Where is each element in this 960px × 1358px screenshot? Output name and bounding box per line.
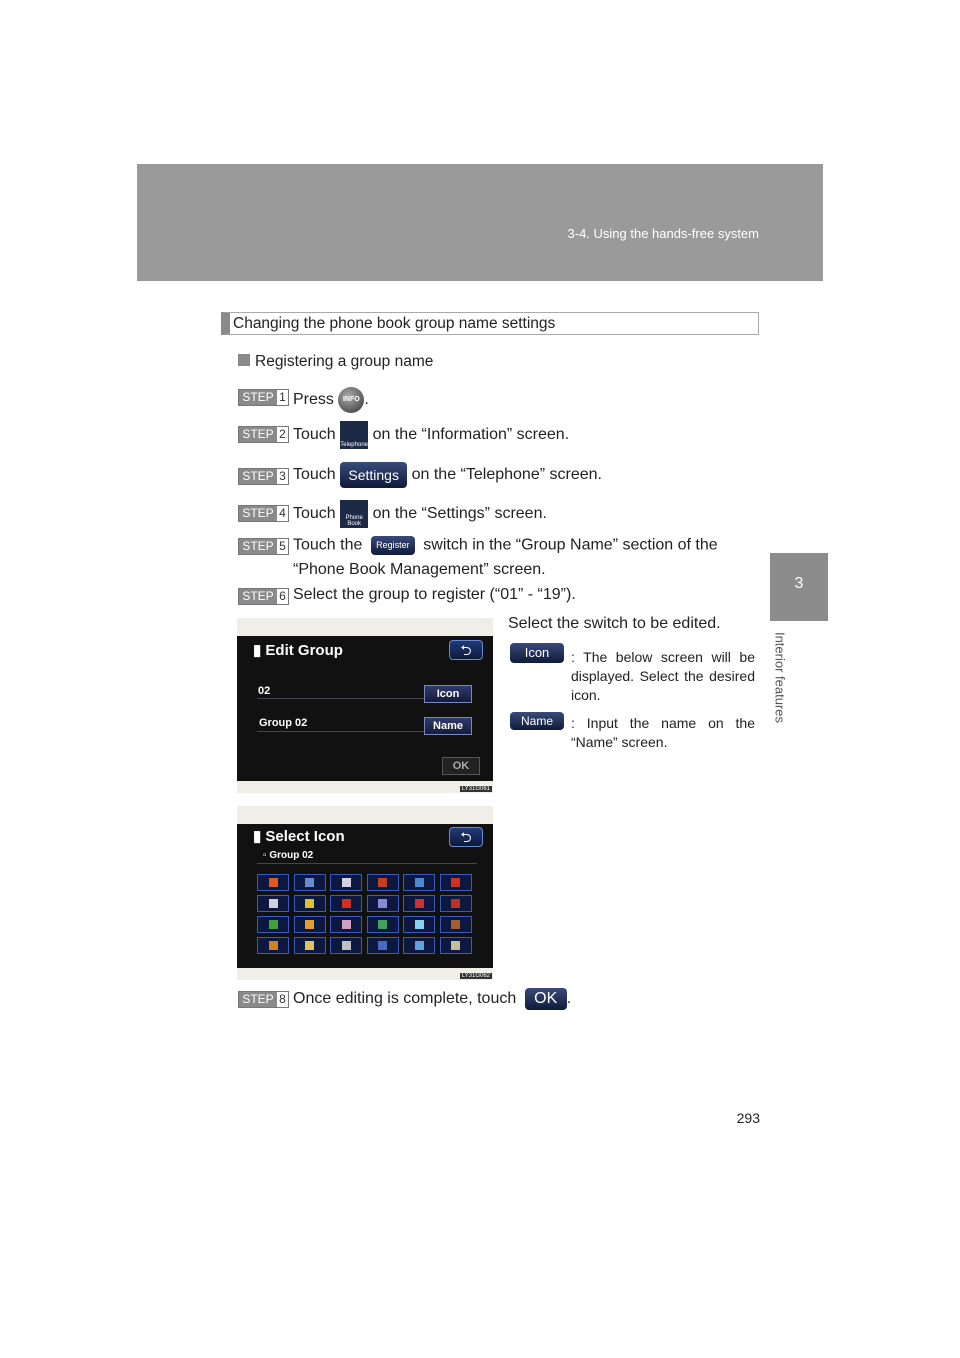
step-5-text-line2: “Phone Book Management” screen. (293, 561, 546, 578)
group-icon-option (440, 937, 472, 954)
chapter-number: 3 (794, 575, 804, 592)
info-button-icon: INFO (338, 387, 364, 413)
chapter-label: Interior features (772, 631, 788, 724)
select-icon-title: ▮ Select Icon (253, 828, 345, 845)
group-icon-option (257, 937, 289, 954)
group-icon-glyph (451, 920, 460, 929)
group-icon-glyph (378, 941, 387, 950)
group-icon-glyph (451, 941, 460, 950)
telephone-icon: Telephone (340, 421, 368, 449)
group-label: ▫ Group 02 (263, 850, 314, 861)
group-icon-option (257, 874, 289, 891)
group-icon-option (294, 874, 326, 891)
group-icon-option (403, 874, 435, 891)
step-4-text: Touch Phone Book on the “Settings” screen. (293, 500, 547, 528)
select-icon-screenshot (237, 806, 493, 980)
icon-button-icon: Icon (510, 643, 564, 663)
group-icon-glyph (378, 899, 387, 908)
name-button: Name (424, 717, 472, 735)
group-icon-option (330, 874, 362, 891)
step-4-badge: STEP 4 (238, 505, 289, 522)
step-2-text: Touch Telephone on the “Information” screen. (293, 421, 569, 449)
group-icon-glyph (378, 878, 387, 887)
step-6-badge: STEP 6 (238, 588, 289, 605)
group-icon-glyph (305, 941, 314, 950)
group-icon-glyph (342, 899, 351, 908)
group-icon-glyph (342, 941, 351, 950)
step-1-text: Press INFO . (293, 387, 369, 413)
group-icon-glyph (415, 941, 424, 950)
group-icon-option (294, 937, 326, 954)
group-icon-glyph (415, 899, 424, 908)
group-icon-glyph (415, 878, 424, 887)
group-icon-option (330, 916, 362, 933)
group-icon-option (403, 937, 435, 954)
group-icon-glyph (342, 878, 351, 887)
step-3-badge: STEP 3 (238, 468, 289, 485)
edit-group-screenshot (237, 618, 493, 793)
group-icon-glyph (269, 899, 278, 908)
group-icon-glyph (378, 920, 387, 929)
step-8-badge: STEP 8 (238, 991, 289, 1008)
header-band (137, 164, 823, 281)
name-button-icon: Name (510, 712, 564, 730)
section-title: Changing the phone book group name settings (233, 315, 556, 332)
ok-button: OK (442, 757, 480, 775)
step-6-text: Select the group to register (“01” - “19”). (293, 586, 576, 603)
group-icon-glyph (269, 920, 278, 929)
group-icon-option (330, 937, 362, 954)
icon-description: : The below screen will be displayed. Select the desired icon. (571, 649, 755, 703)
group-icon-glyph (305, 899, 314, 908)
group-icon-option (367, 916, 399, 933)
step-7-text: Select the switch to be edited. (508, 615, 721, 632)
group-icon-glyph (342, 920, 351, 929)
group-icon-option (257, 895, 289, 912)
group-icon-option (294, 895, 326, 912)
page-number: 293 (736, 1110, 760, 1126)
group-icon-glyph (451, 899, 460, 908)
step-3-text: Touch Settings on the “Telephone” screen. (293, 462, 602, 488)
group-icon-option (367, 874, 399, 891)
group-name-label: Group 02 (259, 717, 308, 729)
name-description: : Input the name on the “Name” screen. (571, 715, 755, 750)
group-icon-option (403, 895, 435, 912)
group-icon-glyph (269, 941, 278, 950)
group-icon-option (367, 895, 399, 912)
group-icon-option (403, 916, 435, 933)
step-5-text: Touch the Register switch in the “Group Name” section of the (293, 536, 718, 554)
register-button-icon: Register (371, 536, 415, 555)
square-bullet-icon (238, 354, 250, 366)
icon-button: Icon (424, 685, 472, 703)
step-1-badge: STEP 1 (238, 389, 289, 406)
step-5-badge: STEP 5 (238, 538, 289, 555)
edit-group-title: ▮ Edit Group (253, 642, 343, 659)
group-icon-option (440, 874, 472, 891)
icon-grid (257, 874, 472, 954)
group-icon-option (440, 916, 472, 933)
back-button: ⮌ (449, 827, 483, 847)
step-2-badge: STEP 2 (238, 426, 289, 443)
group-icon-glyph (451, 878, 460, 887)
group-icon-option (330, 895, 362, 912)
group-icon-option (257, 916, 289, 933)
header-title: 3-4. Using the hands-free system (567, 226, 759, 241)
subheading: Registering a group name (238, 353, 433, 371)
group-icon-glyph (305, 920, 314, 929)
image-code: LY31G062 (461, 973, 490, 979)
group-icon-glyph (269, 878, 278, 887)
image-code: LY31G061 (461, 786, 490, 792)
settings-button-icon: Settings (340, 462, 407, 488)
phone-book-icon: Phone Book (340, 500, 368, 528)
ok-button-icon: OK (525, 988, 567, 1010)
group-icon-glyph (305, 878, 314, 887)
back-button: ⮌ (449, 640, 483, 660)
group-icon-option (440, 895, 472, 912)
group-icon-option (294, 916, 326, 933)
group-icon-option (367, 937, 399, 954)
step-8-text: Once editing is complete, touch OK . (293, 988, 571, 1010)
group-number-label: 02 (258, 685, 271, 697)
group-icon-glyph (415, 920, 424, 929)
